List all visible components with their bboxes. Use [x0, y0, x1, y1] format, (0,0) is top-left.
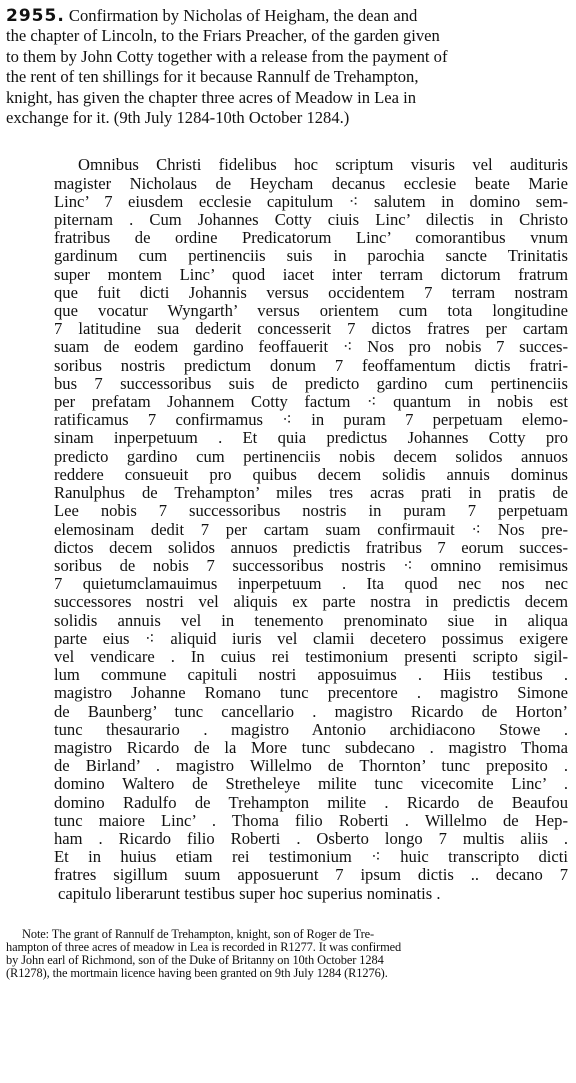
- charter-line-28: lum commune capituli nostri apposuimus . Hiis testibus .: [54, 665, 568, 685]
- note-line-2: by John earl of Richmond, son of the Duke of Britanny on 10th October 1284: [6, 953, 384, 968]
- charter-line-14: ratificamus 7 confirmamus ⁖ in puram 7 perpetuam elemo-: [54, 410, 568, 430]
- charter-line-9: 7 latitudine sua dederit concesserit 7 dictos fratres per cartam: [54, 319, 568, 339]
- charter-line-3: piternam . Cum Johannes Cotty ciuis Linc’ dilectis in Christo: [54, 210, 568, 230]
- charter-line-31: tunc thesaurario . magistro Antonio archidiacono Stowe .: [54, 719, 568, 739]
- charter-line-7: que fuit dicti Johannis versus occidentem 7 terram nostram: [54, 282, 568, 302]
- charter-line-40: capitulo liberarunt testibus super hoc superius nominatis .: [58, 883, 441, 903]
- charter-text: [54, 156, 568, 902]
- charter-line-15: sinam inperpetuum . Et quia predictus Johannes Cotty pro: [54, 428, 568, 448]
- editorial-note: [6, 928, 568, 981]
- charter-line-2: Linc’ 7 eiusdem ecclesie capitulum ⁖ salutem in domino sem-: [54, 191, 568, 211]
- charter-line-21: dictos decem solidos annuos predictis fratribus 7 eorum succes-: [54, 537, 568, 557]
- charter-line-38: Et in huius etiam rei testimonium ⁖ huic transcripto dicti: [54, 847, 568, 867]
- charter-line-20: elemosinam dedit 7 per cartam suam confirmauit ⁖ Nos pre-: [54, 519, 568, 539]
- entry-heading: [6, 6, 568, 128]
- charter-line-39: fratres sigillum suum apposuerunt 7 ipsum dictis .. decano 7: [54, 865, 568, 885]
- charter-line-25: solidis annuis vel in tenemento prenominato siue in aliqua: [54, 610, 568, 630]
- charter-line-4: fratribus de ordine Predicatorum Linc’ comorantibus vnum: [54, 228, 568, 248]
- heading-line-4: knight, has given the chapter three acres of Meadow in Lea in: [6, 87, 417, 107]
- charter-line-35: domino Radulfo de Trehampton milite . Ricardo de Beaufou: [54, 792, 568, 812]
- charter-line-34: domino Waltero de Stretheleye milite tunc vicecomite Linc’ .: [54, 774, 568, 794]
- charter-line-13: per prefatam Johannem Cotty factum ⁖ quantum in nobis est: [54, 392, 568, 412]
- charter-line-32: magistro Ricardo de la More tunc subdecano . magistro Thoma: [54, 737, 568, 757]
- heading-line-0: 2955. Confirmation by Nicholas of Heigham, the dean and: [6, 6, 418, 26]
- note-line-3: (R1278), the mortmain licence having been granted on 9th July 1284 (R1276).: [6, 966, 388, 981]
- note-line-0: Note: The grant of Rannulf de Trehampton, knight, son of Roger de Tre-: [22, 926, 375, 941]
- charter-line-8: que vocatur Wyngarth’ versus orientem cum tota longitudine: [54, 301, 568, 321]
- heading-line-5: exchange for it. (9th July 1284-10th October 1284.): [6, 108, 350, 128]
- charter-line-26: parte eius ⁖ aliquid iuris vel clamii decetero possimus exigere: [54, 628, 568, 648]
- charter-line-33: de Birland’ . magistro Willelmo de Thornton’ tunc preposito .: [54, 756, 568, 776]
- charter-line-24: successores nostri vel aliquis ex parte nostra in predictis decem: [54, 592, 568, 612]
- charter-line-22: soribus de nobis 7 successoribus nostris ⁖ omnino remisimus: [54, 555, 568, 575]
- charter-line-37: ham . Ricardo filio Roberti . Osberto longo 7 multis aliis .: [54, 828, 568, 848]
- charter-line-1: magister Nicholaus de Heycham decanus ecclesie beate Marie: [54, 173, 568, 193]
- charter-line-36: tunc maiore Linc’ . Thoma filio Roberti . Willelmo de Hep-: [54, 810, 568, 830]
- charter-line-5: gardinum cum pertinenciis suis in parochia sancte Trinitatis: [54, 246, 568, 266]
- charter-line-27: vel vendicare . In cuius rei testimonium presenti scripto sigil-: [54, 646, 568, 666]
- charter-line-29: magistro Johanne Romano tunc precentore . magistro Simone: [54, 683, 568, 703]
- charter-line-6: super montem Linc’ quod iacet inter terram dictorum fratrum: [54, 264, 568, 284]
- charter-line-0: Omnibus Christi fidelibus hoc scriptum visuris vel audituris: [78, 155, 568, 175]
- charter-line-23: 7 quietumclamauimus inperpetuum . Ita quod nec nos nec: [54, 574, 568, 594]
- charter-line-16: predicto gardino cum pertinenciis nobis decem solidos annuos: [54, 446, 568, 466]
- charter-line-18: Ranulphus de Trehampton’ miles tres acras prati in pratis de: [54, 483, 568, 503]
- charter-line-30: de Baunberg’ tunc cancellario . magistro Ricardo de Horton’: [54, 701, 568, 721]
- heading-line-1: the chapter of Lincoln, to the Friars Preacher, of the garden given: [6, 26, 440, 46]
- charter-line-12: bus 7 successoribus suis de predicto gardino cum pertinenciis: [54, 373, 568, 393]
- charter-line-19: Lee nobis 7 successoribus nostris in puram 7 perpetuam: [54, 501, 568, 521]
- heading-line-2: to them by John Cotty together with a release from the payment of: [6, 46, 448, 66]
- entry-number: 2955.: [6, 6, 65, 26]
- charter-line-11: soribus nostris predictum donum 7 feoffamentum dictis fratri-: [54, 355, 568, 375]
- note-line-1: hampton of three acres of meadow in Lea is recorded in R1277. It was confirmed: [6, 939, 402, 954]
- charter-line-17: reddere consueuit pro quibus decem solidis annuis dominus: [54, 464, 568, 484]
- charter-line-10: suam de eodem gardino feoffauerit ⁖ Nos pro nobis 7 succes-: [54, 337, 568, 357]
- heading-line-3: the rent of ten shillings for it because Rannulf de Trehampton,: [6, 67, 419, 87]
